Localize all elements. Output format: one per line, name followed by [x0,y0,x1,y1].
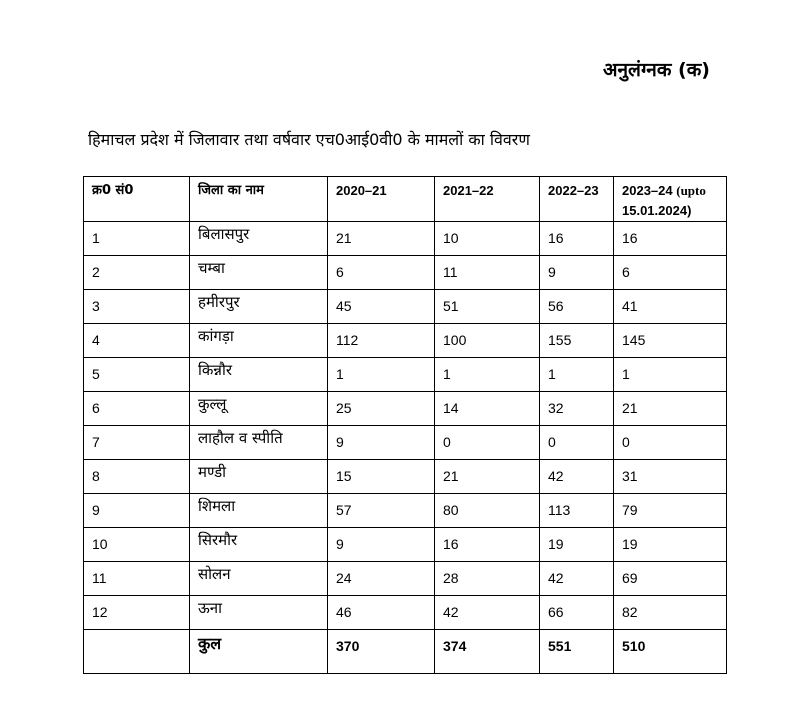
cell-district-name: कुल्लू [190,392,328,426]
cell-serial-number: 12 [84,596,190,630]
cell-2021-22: 14 [435,392,540,426]
cell-2020-21: 15 [328,460,435,494]
header-2023-24-upto: (upto [676,183,706,198]
cell-2020-21: 9 [328,426,435,460]
cell-2023-24: 16 [614,222,727,256]
cell-2023-24: 82 [614,596,727,630]
cell-2021-22: 42 [435,596,540,630]
cell-district-name: लाहौल व स्पीति [190,426,328,460]
cell-2022-23: 155 [540,324,614,358]
header-2023-24-year: 2023–24 [622,183,673,198]
cell-2021-22: 16 [435,528,540,562]
header-2021-22: 2021–22 [435,177,540,222]
table-row [84,256,727,290]
cell-2023-24: 79 [614,494,727,528]
cell-2022-23: 56 [540,290,614,324]
cell-2023-24: 41 [614,290,727,324]
cell-serial-number: 8 [84,460,190,494]
cell-district-name: सिरमौर [190,528,328,562]
cell-district-name: किन्नौर [190,358,328,392]
header-serial-number: क्र0 सं0 [84,177,190,222]
table-row [84,494,727,528]
cell-2020-21: 6 [328,256,435,290]
cell-2022-23: 42 [540,460,614,494]
cell-2023-24: 1 [614,358,727,392]
cell-2022-23: 16 [540,222,614,256]
cell-district-name: बिलासपुर [190,222,328,256]
cell-2023-24: 145 [614,324,727,358]
cell-serial-number: 10 [84,528,190,562]
table-row [84,324,727,358]
cell-2021-22: 1 [435,358,540,392]
cell-2021-22: 21 [435,460,540,494]
cell-serial-number: 9 [84,494,190,528]
cell-2022-23: 42 [540,562,614,596]
cell-serial-number: 7 [84,426,190,460]
cell-2023-24: 31 [614,460,727,494]
cell-2022-23: 113 [540,494,614,528]
total-2020-21: 370 [328,630,435,674]
document-title: हिमाचल प्रदेश में जिलावार तथा वर्षवार एच0आई0वी0 के मामलों का विवरण [88,130,530,149]
table-header-row [84,177,727,222]
cell-2021-22: 80 [435,494,540,528]
cell-2020-21: 46 [328,596,435,630]
cell-serial-number: 3 [84,290,190,324]
cell-2022-23: 1 [540,358,614,392]
cell-2023-24: 6 [614,256,727,290]
cell-district-name: हमीरपुर [190,290,328,324]
header-district-name: जिला का नाम [190,177,328,222]
cell-2022-23: 9 [540,256,614,290]
cell-2021-22: 10 [435,222,540,256]
table-row [84,222,727,256]
cell-2022-23: 66 [540,596,614,630]
cell-2020-21: 45 [328,290,435,324]
cell-2021-22: 100 [435,324,540,358]
cell-serial-number: 4 [84,324,190,358]
total-row [84,630,727,674]
cell-2023-24: 21 [614,392,727,426]
header-2023-24 [614,177,727,222]
cell-2020-21: 9 [328,528,435,562]
total-2021-22: 374 [435,630,540,674]
cell-district-name: चम्बा [190,256,328,290]
annexure-heading: अनुलंग्नक (क) [603,59,710,81]
cell-2020-21: 112 [328,324,435,358]
cell-2020-21: 24 [328,562,435,596]
table-row [84,562,727,596]
cell-2023-24: 0 [614,426,727,460]
cell-2021-22: 0 [435,426,540,460]
cell-2021-22: 28 [435,562,540,596]
cell-district-name: कांगड़ा [190,324,328,358]
table-row [84,460,727,494]
cell-2022-23: 32 [540,392,614,426]
cell-serial-number: 11 [84,562,190,596]
cell-2020-21: 1 [328,358,435,392]
cell-2023-24: 69 [614,562,727,596]
cell-serial-number: 2 [84,256,190,290]
header-2020-21: 2020–21 [328,177,435,222]
cell-serial-number: 1 [84,222,190,256]
table-row [84,596,727,630]
hiv-cases-table [83,176,727,674]
cell-2020-21: 21 [328,222,435,256]
cell-district-name: मण्डी [190,460,328,494]
cell-2020-21: 57 [328,494,435,528]
cell-2022-23: 0 [540,426,614,460]
total-2022-23: 551 [540,630,614,674]
table-row [84,290,727,324]
header-2023-24-date: 15.01.2024) [622,203,692,218]
cell-2022-23: 19 [540,528,614,562]
table-row [84,392,727,426]
table-row [84,426,727,460]
table-row [84,358,727,392]
header-2022-23: 2022–23 [540,177,614,222]
cell-2020-21: 25 [328,392,435,426]
cell-district-name: शिमला [190,494,328,528]
total-2023-24: 510 [614,630,727,674]
cell-serial-number: 6 [84,392,190,426]
cell-empty [84,630,190,674]
cell-district-name: सोलन [190,562,328,596]
cell-serial-number: 5 [84,358,190,392]
table-row [84,528,727,562]
cell-2021-22: 51 [435,290,540,324]
total-label: कुल [190,630,328,674]
cell-district-name: ऊना [190,596,328,630]
cell-2023-24: 19 [614,528,727,562]
cell-2021-22: 11 [435,256,540,290]
